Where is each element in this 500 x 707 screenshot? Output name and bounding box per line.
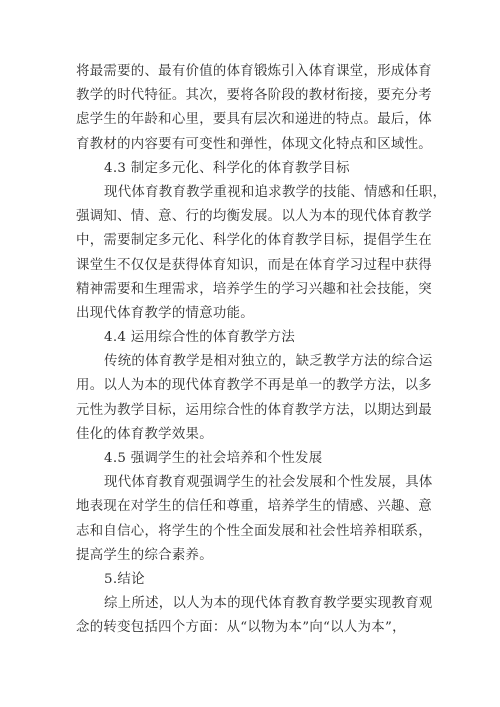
section-heading: 4.5 强调学生的社会培养和个性发展 (104, 451, 323, 466)
paragraph-line: 强调知、情、意、行的均衡发展。以人为本的现代体育教学 (76, 209, 432, 225)
section-heading: 4.4 运用综合性的体育教学方法 (104, 330, 296, 346)
paragraph-line: 元性为教学目标，运用综合性的体育教学方法，以期达到最 (76, 402, 432, 418)
paragraph-line: 精神需要和生理需求，培养学生的学习兴趣和社会技能，突 (76, 281, 432, 297)
paragraph-line: 课堂生不仅仅是获得体育知识，而是在体育学习过程中获得 (76, 257, 432, 273)
section-heading: 4.3 制定多元化、科学化的体育教学目标 (104, 160, 350, 176)
section-heading: 5.结论 (104, 571, 145, 587)
paragraph-line: 将最需要的、最有价值的体育锻炼引入体育课堂，形成体育 (76, 64, 432, 79)
paragraph-line: 提高学生的综合素养。 (76, 547, 213, 563)
paragraph-line: 虑学生的年龄和心里，要具有层次和递进的特点。最后，体 (76, 112, 432, 128)
paragraph-line: 育教材的内容要有可变性和弹性，体现文化特点和区域性。 (76, 136, 432, 152)
paragraph-line: 综上所述，以人为本的现代体育教育教学要实现教育观 (104, 596, 433, 612)
paragraph-line: 传统的体育教学是相对独立的，缺乏教学方法的综合运 (104, 354, 433, 370)
paragraph-line: 地表现在对学生的信任和尊重，培养学生的情感、兴趣、意 (76, 499, 432, 515)
paragraph-line: 中，需要制定多元化、科学化的体育教学目标，提倡学生在 (76, 233, 432, 249)
paragraph-line: 佳化的体育教学效果。 (76, 426, 213, 442)
paragraph-line: 志和自信心，将学生的个性全面发展和社会性培养相联系， (76, 523, 432, 539)
paragraph-line: 用。以人为本的现代体育教学不再是单一的教学方法，以多 (76, 378, 432, 394)
paragraph-line: 教学的时代特征。其次，要将各阶段的教材衔接，要充分考 (76, 88, 432, 104)
paragraph-line: 现代体育教育教学重视和追求教学的技能、情感和任职， (104, 184, 447, 200)
paragraph-line: 出现代体育教学的情意功能。 (76, 305, 254, 321)
paragraph-line: 现代体育教育观强调学生的社会发展和个性发展，具体 (104, 475, 433, 491)
paragraph-line: 念的转变包括四个方面：从“以物为本”向“以人为本”， (76, 620, 406, 636)
document-body (76, 60, 447, 641)
